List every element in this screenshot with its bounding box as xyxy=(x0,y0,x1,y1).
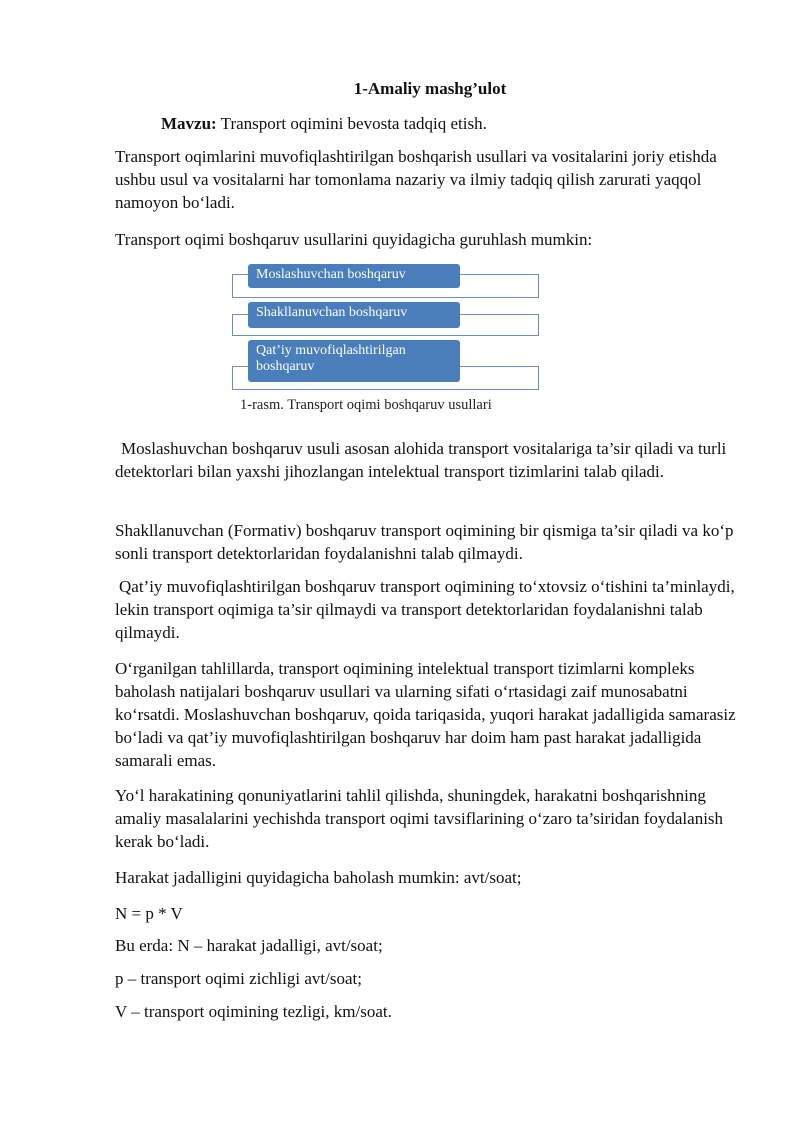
figure-box-strict xyxy=(248,340,460,382)
formula-definition-p: p – transport oqimi zichligi avt/soat; xyxy=(115,969,362,988)
paragraph-formative: Shakllanuvchan (Formativ) boshqaruv transport oqimining bir qismiga ta’sir qiladi va koʻp sonli transport detektorlaridan foydalanishni talab qilmaydi. xyxy=(115,521,734,563)
paragraph-intro: Transport oqimlarini muvofiqlashtirilgan boshqarish usullari va vositalarini joriy etishda ushbu usul va vositalarni har tomonlama nazariy va ilmiy tadqiq qilish zarurati yaqqol namoyon boʻladi. xyxy=(115,147,717,212)
figure-bracket-3 xyxy=(232,366,247,390)
title-text: 1-Amaliy mashg’ulot xyxy=(353,79,507,98)
topic-label: Mavzu: xyxy=(161,114,217,133)
paragraph-strict: Qat’iy muvofiqlashtirilgan boshqaruv transport oqimining toʻxtovsiz oʻtishini ta’minlaydi, lekin transport oqimiga ta’sir qilmaydi va transport detektorlaridan foydalanishni talab qilmaydi. xyxy=(115,577,735,642)
document-title xyxy=(0,77,800,100)
figure-bracket-2 xyxy=(232,314,247,336)
paragraph-intensity: Harakat jadalligini quyidagicha baholash mumkin: avt/soat; xyxy=(115,868,522,887)
figure-box-strict-line2: boshqaruv xyxy=(256,359,315,374)
formula-definition-n: Bu erda: N – harakat jadalligi, avt/soat; xyxy=(115,936,383,955)
figure-control-methods xyxy=(228,262,548,412)
formula-equation: N = p * V xyxy=(115,904,183,923)
formula-definition-v: V – transport oqimining tezligi, km/soat. xyxy=(115,1002,392,1021)
figure-box-adaptive: Moslashuvchan boshqaruv xyxy=(248,264,460,288)
paragraph-grouping: Transport oqimi boshqaruv usullarini quyidagicha guruhlash mumkin: xyxy=(115,230,593,249)
figure-bracket-1 xyxy=(232,274,247,298)
topic-text: Transport oqimini bevosta tadqiq etish. xyxy=(216,114,487,133)
figure-box-strict-line1: Qat’iy muvofiqlashtirilgan xyxy=(256,343,406,358)
paragraph-analysis: Oʻrganilgan tahlillarda, transport oqimining intelektual transport tizimlarni kompleks baholash natijalari boshqaruv usullari va ularning sifati oʻrtasidagi zaif munosabatni koʻrsatdi. Moslashuvchan boshqaruv, qoida tariqasida, yuqori harakat jadalligida samarasiz boʻladi va qat’iy muvofiqlashtirilgan boshqaruv har doim ham past harakat jadalligida samarali emas. xyxy=(115,659,736,770)
figure-box-formative: Shakllanuvchan boshqaruv xyxy=(248,302,460,328)
topic-line xyxy=(161,112,487,135)
figure-caption: 1-rasm. Transport oqimi boshqaruv usullari xyxy=(240,397,492,413)
paragraph-regularities: Yoʻl harakatining qonuniyatlarini tahlil qilishda, shuningdek, harakatni boshqarishning amaliy masalalarini yechishda transport oqimi tavsiflarining oʻzaro ta’siridan foydalanish kerak boʻladi. xyxy=(115,786,724,851)
paragraph-adaptive: Moslashuvchan boshqaruv usuli asosan alohida transport vositalariga ta’sir qiladi va turli detektorlari bilan yaxshi jihozlangan intelektual transport tizimlarini talab qiladi. xyxy=(115,439,727,481)
